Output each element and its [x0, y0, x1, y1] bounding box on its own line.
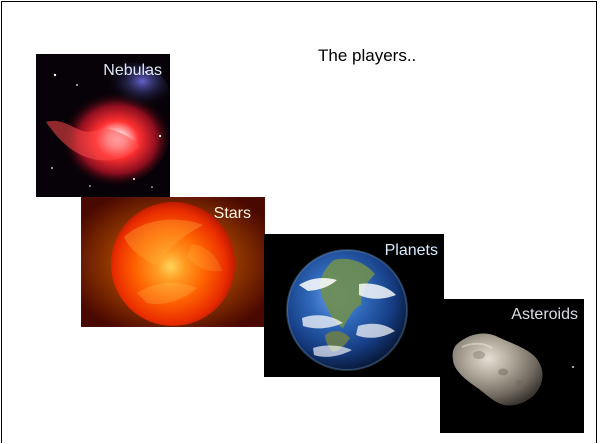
- slide-title: The players..: [318, 46, 417, 65]
- tile-label-asteroids: Asteroids: [511, 306, 578, 323]
- nebula-tile: [36, 54, 170, 197]
- planets-tile: [264, 234, 444, 377]
- tile-label-planets: Planets: [384, 242, 438, 259]
- slide: [1, 1, 597, 443]
- asteroids-tile: [440, 299, 584, 433]
- tile-label-stars: Stars: [213, 205, 251, 222]
- stars-tile: [81, 197, 265, 327]
- tile-label-nebulas: Nebulas: [103, 62, 162, 79]
